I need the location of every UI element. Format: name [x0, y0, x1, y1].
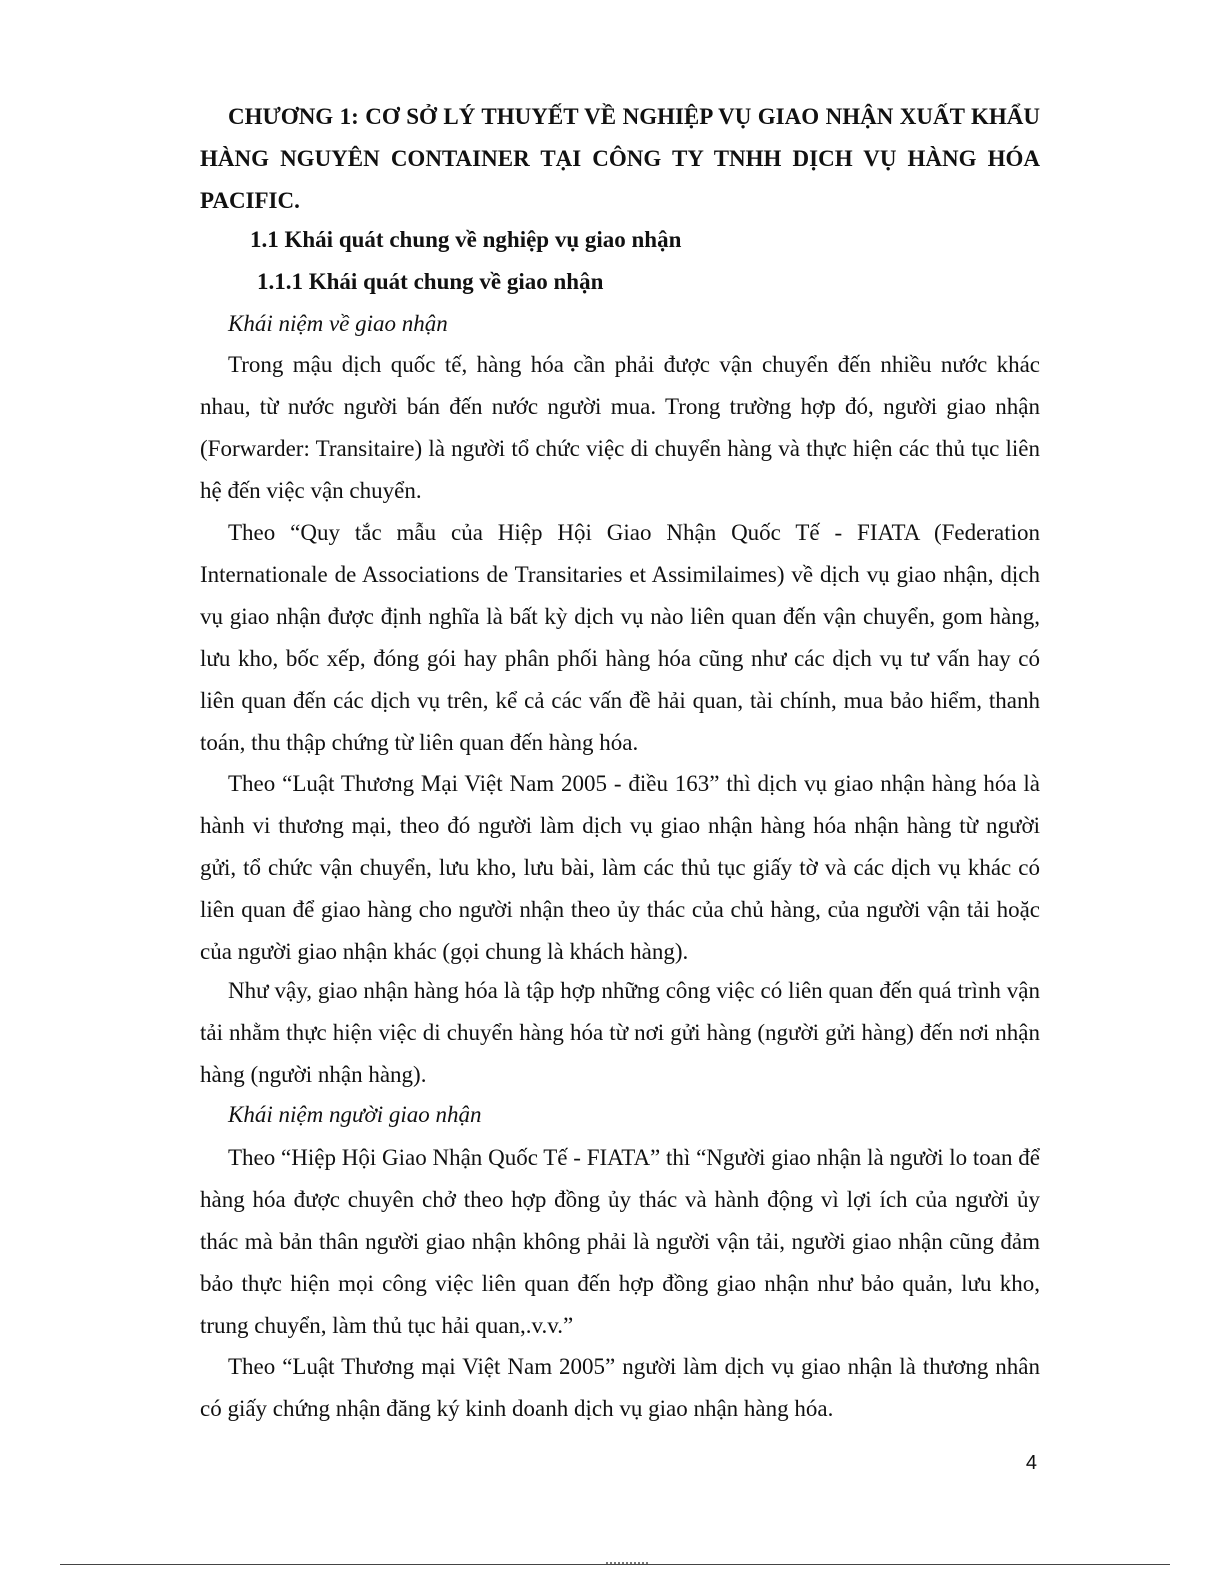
chapter-title: CHƯƠNG 1: CƠ SỞ LÝ THUYẾT VỀ NGHIỆP VỤ GIAO NHẬN XUẤT KHẨU HÀNG NGUYÊN CONTAINER TẠI CÔNG TY TNHH DỊCH VỤ HÀNG HÓA PACIFIC. [200, 104, 1040, 213]
page-number: 4 [1025, 1452, 1037, 1474]
paragraph: Theo “Luật Thương mại Việt Nam 2005” người làm dịch vụ giao nhận là thương nhân có giấy chứng nhận đăng ký kinh doanh dịch vụ giao nhận hàng hóa. [200, 1354, 1040, 1421]
footer-divider-mark [606, 1562, 650, 1564]
paragraph: Như vậy, giao nhận hàng hóa là tập hợp những công việc có liên quan đến quá trình vận tải nhằm thực hiện việc di chuyển hàng hóa từ nơi gửi hàng (người gửi hàng) đến nơi nhận hàng (người nhận hàng). [200, 978, 1040, 1087]
paragraph: Theo “Quy tắc mẫu của Hiệp Hội Giao Nhận Quốc Tế - FIATA (Federation Internationale de Associations de Transitaries et Assimilaimes) về dịch vụ giao nhận, dịch vụ giao nhận được định nghĩa là bất kỳ dịch vụ nào liên quan đến vận chuyển, gom hàng, lưu kho, bốc xếp, đóng gói hay phân phối hàng hóa cũng như các dịch vụ tư vấn hay có liên quan đến các dịch vụ trên, kể cả các vấn đề hải quan, tài chính, mua bảo hiểm, thanh toán, thu thập chứng từ liên quan đến hàng hóa. [200, 520, 1040, 755]
footer-divider [60, 1564, 1170, 1565]
paragraph: Theo “Luật Thương Mại Việt Nam 2005 - điều 163” thì dịch vụ giao nhận hàng hóa là hành vi thương mại, theo đó người làm dịch vụ giao nhận hàng hóa nhận hàng từ người gửi, tổ chức vận chuyển, lưu kho, lưu bài, làm các thủ tục giấy tờ và các dịch vụ khác có liên quan để giao hàng cho người nhận theo ủy thác của chủ hàng, của người vận tải hoặc của người giao nhận khác (gọi chung là khách hàng). [200, 771, 1040, 964]
subhead-concept-forwarder: Khái niệm người giao nhận [228, 1102, 482, 1127]
subhead-concept-forwarding: Khái niệm về giao nhận [228, 311, 448, 336]
paragraph: Trong mậu dịch quốc tế, hàng hóa cần phải được vận chuyển đến nhiều nước khác nhau, từ nước người bán đến nước người mua. Trong trường hợp đó, người giao nhận (Forwarder: Transitaire) là người tổ chức việc di chuyển hàng và thực hiện các thủ tục liên hệ đến việc vận chuyển. [200, 352, 1040, 503]
subsection-heading: 1.1.1 Khái quát chung về giao nhận [257, 269, 604, 294]
section-heading: 1.1 Khái quát chung về nghiệp vụ giao nhận [250, 227, 682, 252]
paragraph: Theo “Hiệp Hội Giao Nhận Quốc Tế - FIATA” thì “Người giao nhận là người lo toan để hàng hóa được chuyên chở theo hợp đồng ủy thác và hành động vì lợi ích của người ủy thác mà bản thân người giao nhận không phải là người vận tải, người giao nhận cũng đảm bảo thực hiện mọi công việc liên quan đến hợp đồng giao nhận như bảo quản, lưu kho, trung chuyển, làm thủ tục hải quan,.v.v.” [200, 1145, 1040, 1338]
